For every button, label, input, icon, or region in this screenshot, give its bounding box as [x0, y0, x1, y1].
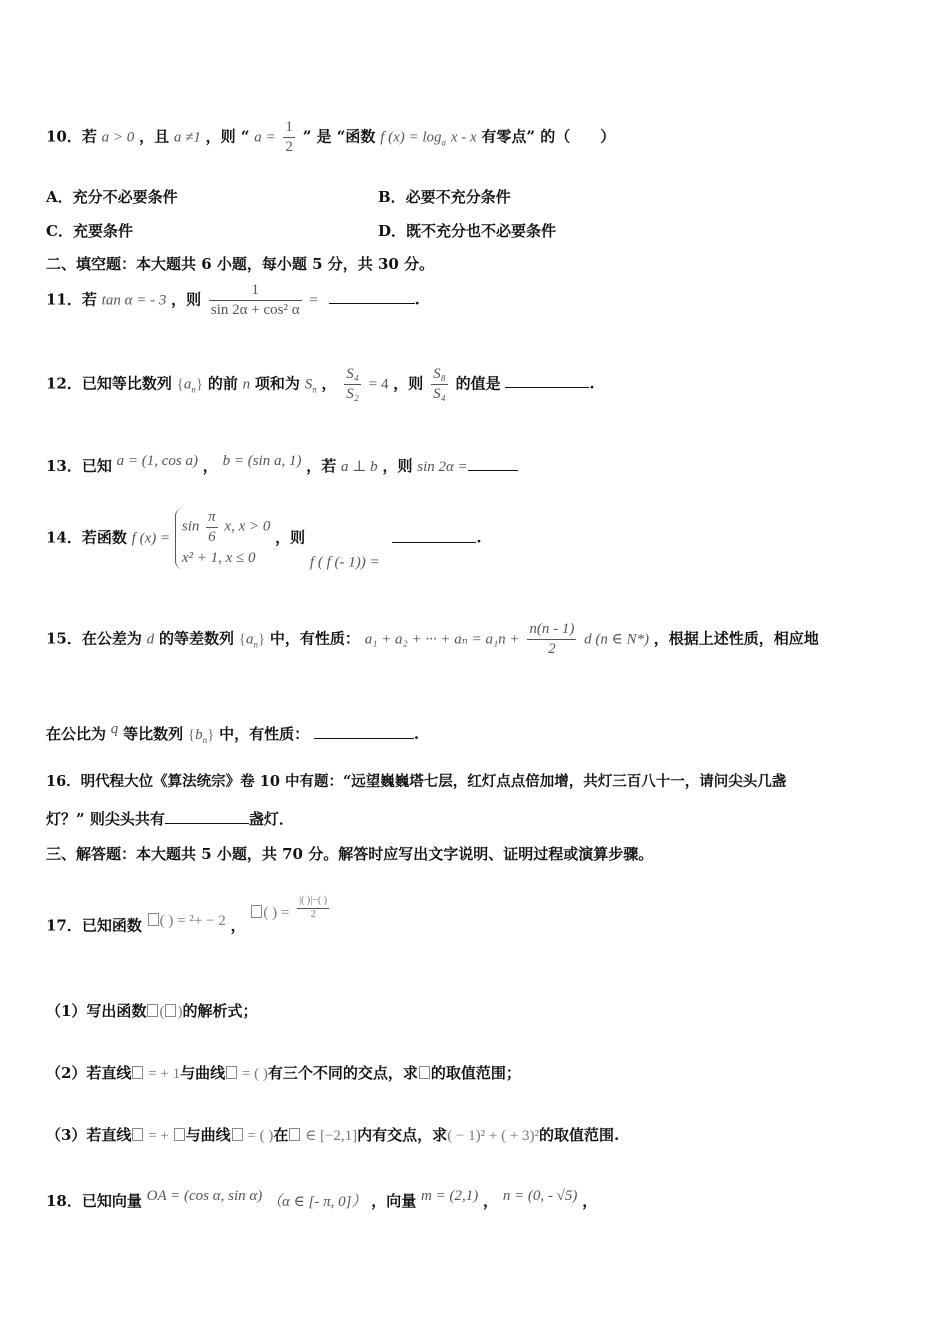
q17-p2-line: = + 1	[131, 1066, 180, 1082]
q10-tail: 有零点” 的（ ）	[481, 127, 616, 146]
q17-line	[46, 895, 332, 936]
q15-seq2: b	[195, 727, 203, 743]
q11-number: 11．若	[46, 290, 97, 309]
q10-option-b: B．必要不充分条件	[378, 188, 511, 206]
q17-f-box	[148, 913, 159, 926]
q14-end: .	[476, 528, 482, 547]
q15-seq-sub: n	[253, 639, 258, 650]
q11-then: ，则	[171, 290, 202, 309]
q12-t1: 的前	[207, 374, 238, 393]
q10-cond-a: a > 0	[101, 129, 135, 146]
q12-f2-den: S₄	[433, 385, 446, 402]
q18-end: ，	[582, 1192, 598, 1210]
q15-t2: 中，有性质：	[269, 629, 360, 648]
q14-pi-over-6	[206, 508, 218, 547]
q10-half-den: 2	[285, 138, 293, 155]
q17-comma: ，	[230, 916, 246, 935]
q15-end: .	[413, 725, 420, 743]
q18-line	[46, 1187, 597, 1213]
q10-option-c: C．充要条件	[46, 222, 133, 240]
q17-p3-a: （3）若直线	[46, 1126, 132, 1144]
q17-p3-b: 与曲线	[185, 1126, 231, 1144]
q14-line	[46, 508, 482, 573]
q17-g-fraction	[297, 895, 329, 921]
q13-number: 13．已知	[46, 457, 112, 475]
q17-part-2	[46, 1064, 521, 1085]
q11-answer-blank	[329, 303, 415, 304]
q18-range: （α ∈ [- π, 0]）	[267, 1194, 367, 1210]
q14-piecewise	[175, 508, 270, 569]
q17-p3-expr: ( − 1)² + ( + 3)²	[447, 1128, 540, 1144]
q15-line2-b: 等比数列	[123, 725, 184, 743]
q12-seq-brace-close: }	[195, 376, 204, 393]
q11-eq: =	[309, 292, 318, 309]
q17-p2-curve: = ( )	[225, 1066, 268, 1082]
q10-fx: f (x) = log	[380, 129, 442, 146]
q15-seq: a	[245, 631, 254, 648]
q15-line2-c: 中，有性质：	[219, 725, 310, 743]
q17-p3-e: 的取值范围.	[539, 1126, 620, 1144]
q17-p2-b: 与曲线	[180, 1064, 226, 1082]
q13-vector-b: b = (sin a, 1)	[222, 453, 302, 469]
q14-case1-pre: sin	[181, 518, 200, 535]
q10-half	[283, 118, 295, 157]
q10-number: 10．若	[46, 127, 97, 146]
q17-p1-arg-box	[165, 1004, 176, 1017]
q13-t1: ，若	[306, 457, 337, 475]
q15-number: 15．在公差为	[46, 629, 142, 648]
q12-seq-sub: n	[191, 384, 196, 395]
q17-g-def: ( ) =	[250, 905, 289, 921]
q15-t3: ，根据上述性质，相应地	[653, 629, 819, 648]
q12-f2-num: S₈	[431, 365, 448, 385]
q12-number: 12．已知等比数列	[46, 374, 172, 393]
q14-fx: f (x) =	[131, 530, 171, 547]
q11-end: .	[414, 290, 420, 309]
q17-number: 17．已知函数	[46, 916, 142, 935]
q17-p1-b: 的解析式；	[182, 1002, 258, 1020]
q12-t2: 项和为	[254, 374, 300, 393]
q10-mid: ” 是 “函数	[302, 127, 376, 146]
q17-g-den: 2	[310, 908, 316, 920]
q14-case-1	[182, 508, 270, 547]
q10-fx-sub: a	[441, 137, 447, 148]
q14-ask: f ( f (- 1)) =	[309, 554, 380, 571]
q15-line2-a: 在公比为	[46, 725, 107, 743]
q14-pi: π	[206, 508, 218, 528]
q17-p2-a: （2）若直线	[46, 1064, 132, 1082]
q12-n: n	[242, 376, 251, 393]
q17-p2-d: 的取值范围；	[430, 1064, 521, 1082]
q13-answer-blank	[468, 470, 518, 471]
q11-line	[46, 281, 420, 320]
q12-f1-num: S₄	[344, 365, 361, 385]
q15-seq2-brace-close: }	[207, 727, 215, 743]
q15-seq-brace: {	[238, 631, 246, 648]
q11-frac-den: sin 2α + cos² α	[210, 301, 300, 318]
q13-perp: a ⊥ b	[341, 459, 378, 475]
q15-formula-right: d (n ∈ N*)	[584, 631, 649, 648]
q18-n: n = (0, - √5)	[502, 1188, 578, 1204]
q10-half-num: 1	[283, 118, 295, 138]
q12-f1-den: S₂	[346, 385, 360, 402]
q13-t2: ，则	[382, 457, 413, 475]
q10-then: ，则 “	[205, 127, 250, 146]
q15-seq2-brace: {	[187, 727, 196, 743]
q10-fx-tail: x - x	[450, 129, 477, 146]
q12-eq4: = 4	[368, 376, 389, 393]
q17-g-num: |( )|−( )	[297, 895, 329, 909]
q15-formula-left: a₁ + a₂ + ··· + aₙ = a₁n +	[364, 631, 520, 648]
q17-g-box	[251, 905, 262, 918]
q18-t1: ，向量	[371, 1192, 417, 1210]
q18-m: m = (2,1)	[421, 1188, 479, 1204]
q17-p3-c: 在	[273, 1126, 289, 1144]
q17-p3-d: 内有交点，求	[357, 1126, 448, 1144]
q12-seq-brace: {	[176, 376, 184, 393]
q17-p2-var-box	[419, 1066, 430, 1079]
q12-sn-sub: n	[312, 384, 317, 395]
q15-q: q	[110, 721, 119, 737]
q14-answer-blank	[392, 542, 476, 543]
q15-t1: 的等差数列	[158, 629, 234, 648]
q13-sep: ，	[202, 457, 218, 475]
q11-fraction	[209, 281, 302, 320]
q17-p1-box	[147, 1004, 158, 1017]
q12-t4: 的值是	[455, 374, 501, 393]
q14-six: 6	[208, 528, 216, 545]
q10-a-eq: a =	[254, 129, 276, 146]
q14-then: ，则	[275, 528, 306, 547]
q10-option-a: A．充分不必要条件	[46, 188, 178, 206]
section-2-header: 二、填空题：本大题共 6 小题，每小题 5 分，共 30 分。	[46, 255, 435, 273]
q11-frac-num: 1	[209, 281, 302, 301]
q17-p3-line: = +	[131, 1128, 185, 1144]
q16-answer-blank	[165, 823, 249, 824]
q13-line	[46, 452, 518, 478]
q15-seq2-sub: n	[202, 735, 208, 745]
q17-f-def: ( ) = ²+ − 2	[147, 913, 226, 929]
q13-ask: sin 2α =	[417, 459, 468, 475]
q15-line-2	[46, 720, 419, 747]
q15-frac-num: n(n - 1)	[527, 620, 576, 640]
q12-sn: S	[304, 376, 313, 393]
q17-p3-interval: ∈ [−2,1]	[288, 1128, 357, 1144]
q12-frac-2	[431, 365, 448, 404]
q16-line2-a: 灯？” 则尖头共有	[46, 810, 165, 828]
q15-frac-den: 2	[548, 640, 556, 657]
q18-number: 18．已知向量	[46, 1192, 142, 1210]
q17-part-3	[46, 1126, 619, 1147]
q17-p1-a: （1）写出函数	[46, 1002, 147, 1020]
q16-line-1: 16．明代程大位《算法统宗》卷 10 中有题：“远望巍巍塔七层，红灯点点倍加增，共灯三百八十一，请问尖头几盏	[46, 773, 787, 790]
q17-p1-paren: ( )	[159, 1004, 183, 1020]
q12-seq: a	[183, 376, 192, 393]
q13-vector-a: a = (1, cos a)	[116, 453, 199, 469]
q17-part-1	[46, 1002, 257, 1023]
q12-frac-1	[344, 365, 361, 404]
q17-p3-curve: = ( )	[231, 1128, 274, 1144]
q15-seq-brace-close: }	[257, 631, 266, 648]
q10-cond-b: a ≠1	[173, 129, 201, 146]
q12-line	[46, 365, 595, 404]
q14-case-2: x² + 1, x ≤ 0	[181, 549, 256, 566]
q10-and: ，且	[139, 127, 170, 146]
q16-line2-b: 盏灯．	[248, 810, 294, 828]
q18-sep: ，	[483, 1192, 499, 1210]
q15-answer-blank	[314, 738, 414, 739]
q12-end: .	[589, 374, 595, 393]
q17-p2-c: 有三个不同的交点，求	[267, 1064, 418, 1082]
q15-d: d	[146, 631, 155, 648]
q12-t3: ，则	[393, 374, 424, 393]
section-3-header: 三、解答题：本大题共 5 小题，共 70 分。解答时应写出文字说明、证明过程或演算步骤。	[46, 845, 654, 863]
q10-option-d: D．既不充分也不必要条件	[378, 222, 557, 240]
q12-comma: ，	[321, 374, 337, 393]
q15-fraction	[527, 620, 576, 659]
q11-cond: tan α = - 3	[101, 292, 167, 309]
q14-case1-post: x, x > 0	[224, 518, 271, 535]
q18-oa: OA = (cos α, sin α)	[146, 1188, 263, 1204]
q10-line	[46, 118, 615, 157]
q15-line-1	[46, 620, 819, 659]
q14-number: 14．若函数	[46, 528, 127, 547]
q12-answer-blank	[505, 387, 589, 388]
q16-line-2	[46, 810, 294, 830]
